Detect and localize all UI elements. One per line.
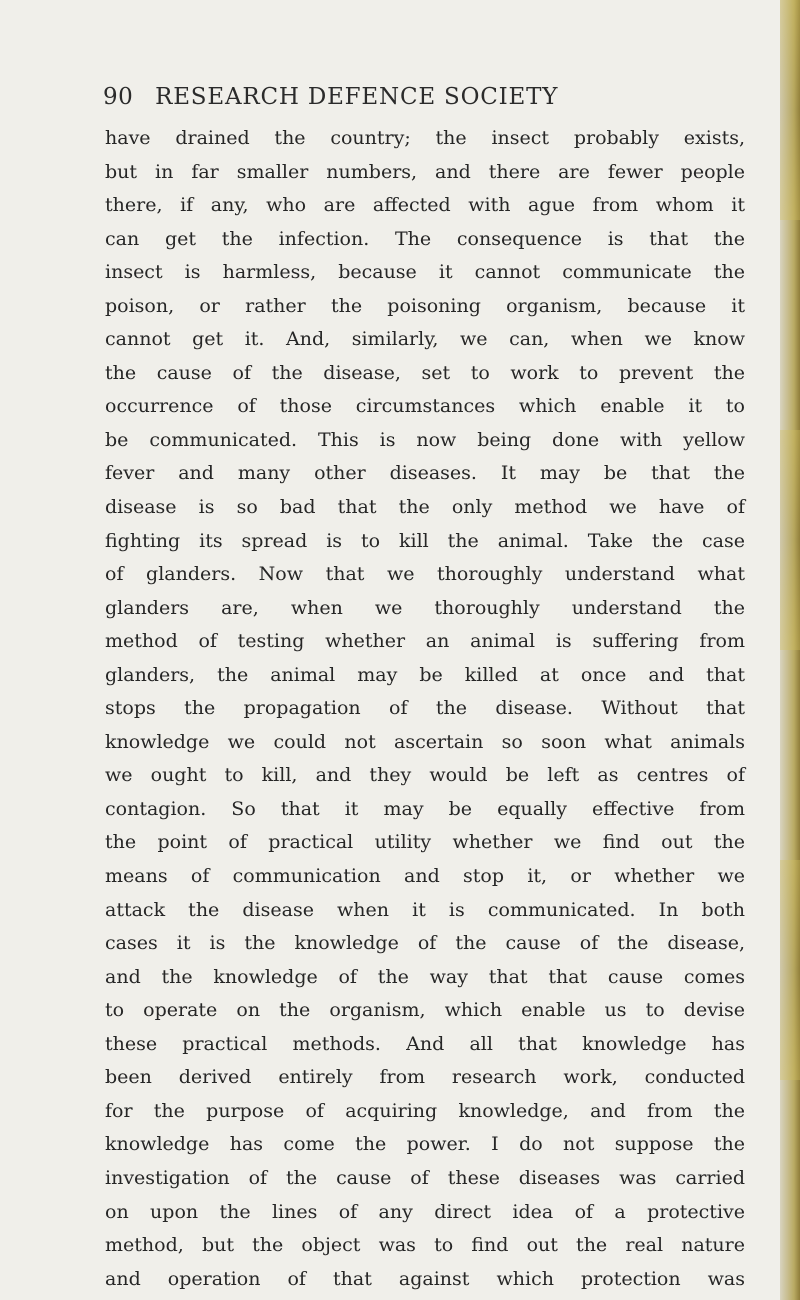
text-line: fever and many other diseases. It may be that the [105, 462, 745, 485]
text-line: of glanders. Now that we thoroughly understand what [105, 563, 745, 586]
text-line: but in far smaller numbers, and there are fewer people [105, 160, 745, 183]
text-line: poison, or rather the poisoning organism, because it [105, 294, 745, 317]
body-text [105, 122, 745, 1296]
text-line: have drained the country; the insect probably exists, [105, 127, 745, 149]
text-line: to operate on the organism, which enable us to devise [105, 999, 745, 1022]
page-spine-edge [780, 0, 800, 1300]
page-number: 90 [103, 84, 134, 110]
text-line: cases it is the knowledge of the cause of the disease, [105, 932, 745, 955]
text-line: glanders, the animal may be killed at once and that [105, 663, 745, 686]
text-line: the point of practical utility whether we find out the [105, 831, 745, 854]
text-line: the cause of the disease, set to work to prevent the [105, 361, 745, 384]
text-line: these practical methods. And all that knowledge has [105, 1032, 745, 1055]
text-line: and operation of that against which protection was [105, 1267, 745, 1290]
text-line: been derived entirely from research work, conducted [105, 1066, 745, 1089]
text-line: for the purpose of acquiring knowledge, and from the [105, 1099, 745, 1122]
text-line: method, but the object was to find out the real nature [105, 1234, 745, 1257]
text-line: fighting its spread is to kill the animal. Take the case [105, 529, 745, 552]
text-line: means of communication and stop it, or whether we [105, 865, 745, 888]
text-line: investigation of the cause of these diseases was carried [105, 1166, 745, 1189]
text-line: cannot get it. And, similarly, we can, when we know [105, 328, 745, 351]
text-line: be communicated. This is now being done with yellow [105, 428, 745, 451]
text-line: on upon the lines of any direct idea of a protective [105, 1200, 745, 1223]
text-line: occurrence of those circumstances which enable it to [105, 395, 745, 418]
text-line: we ought to kill, and they would be left as centres of [105, 764, 745, 787]
page-header [103, 84, 743, 110]
text-line: there, if any, who are affected with ague from whom it [105, 194, 745, 217]
text-line: contagion. So that it may be equally effective from [105, 797, 745, 820]
text-line: attack the disease when it is communicated. In both [105, 898, 745, 921]
text-line: knowledge we could not ascertain so soon what animals [105, 730, 745, 753]
text-line: glanders are, when we thoroughly understand the [105, 596, 745, 619]
text-line: stops the propagation of the disease. Without that [105, 697, 745, 720]
text-line: and the knowledge of the way that that cause comes [105, 965, 745, 988]
text-line: disease is so bad that the only method we have of [105, 496, 745, 519]
text-line: can get the infection. The consequence is that the [105, 227, 745, 250]
text-line: method of testing whether an animal is suffering from [105, 630, 745, 653]
text-line: insect is harmless, because it cannot communicate the [105, 261, 745, 284]
text-line: knowledge has come the power. I do not suppose the [105, 1133, 745, 1156]
running-head: RESEARCH DEFENCE SOCIETY [155, 84, 559, 110]
